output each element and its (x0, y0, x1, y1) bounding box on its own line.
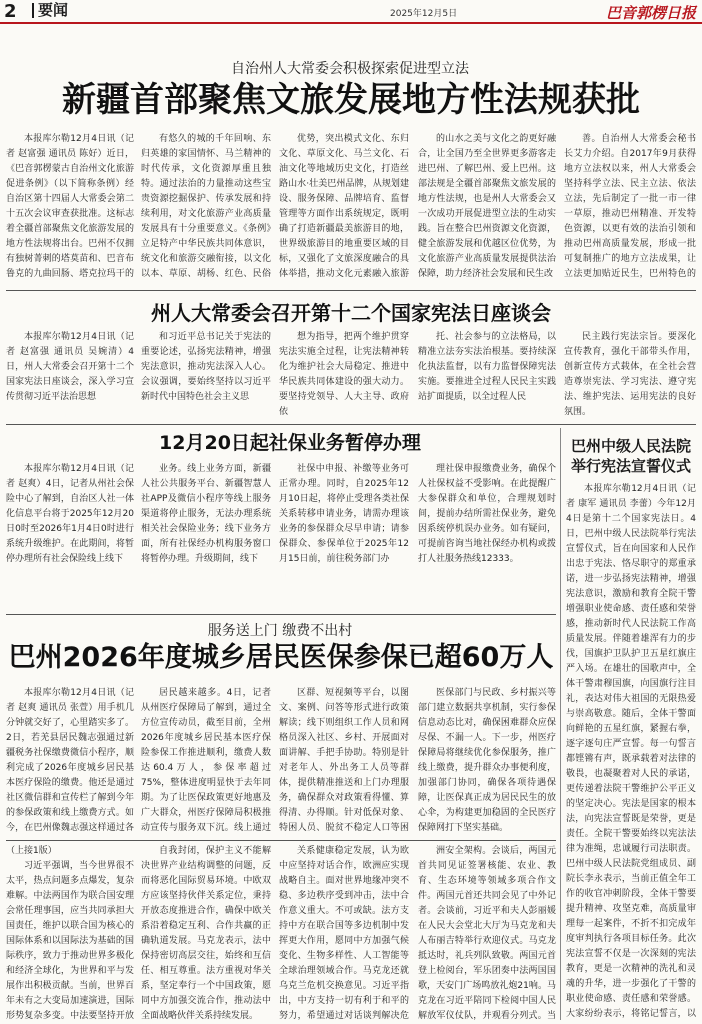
article1-kicker: 自治州人大常委会积极探索促进型立法 (231, 61, 469, 77)
article5-label: （上接1版） (6, 846, 57, 856)
article4-kicker: 服务送上门 缴费不出村 (207, 623, 353, 639)
divider (6, 290, 696, 291)
article4-column-3: 区群、短视频等平台，以图文、案例、问答等形式进行政策解读；线下则组织工作人员和网格员深入社区、乡村、开展面对面讲解、手把手协助。特别是针对老年人、外出务工人员等群体，提供精准推送和上门办理服务，确保群众对政策看得懂、算得清、办得顺。针对低保对象、特困人员、脱贫不稳定人口等困 (279, 688, 409, 833)
article3-column-1: 本报库尔勒12月4日讯（记者 赵爽）4日，记者从州社会保险中心了解到，自治区人社一体化信息平台将于2025年12月20日0时至2026年1月4日0时进行系统升级维护。在此期间，将暂停办理所有社会保险线上线下 (6, 464, 134, 564)
article3-column-2: 业务。线上业务方面，新疆人社公共服务平台、新疆智慧人社APP及微信小程序等线上服务渠道将停止服务，无法办理系统相关社会保险业务；线下业务方面，所有社保经办机构服务窗口将暂停办理。升级期间，线下 (141, 464, 271, 564)
sidebar-body: 本报库尔勒12月4日讯（记者 康军 通讯员 李蕾）今年12月4日是第十二个国家宪法日。4日，巴州中级人民法院举行宪法宣誓仪式，旨在向国家和人民作出忠于宪法、恪尽职守的郑重承诺，进一步弘扬宪法精神，增强宪法意识，激励和教育全院干警增强职业使命感、责任感和荣誉感，推动新时代人民法院工作高质量发展。伴随着雄浑有力的步伐，国旗护卫队护卫五星红旗庄严入场。在雄壮的国歌声中，全体干警肃穆国旗，向国旗行注目礼，表达对伟大祖国的无限热爱与崇高敬意。随后，全体干警面向鲜艳的五星红旗，紧握右拳，逐字逐句庄严宣誓。每一句誓言都铿锵有声，既承载着对法律的敬畏，也凝聚着对人民的承诺，更传递着法院干警维护公平正义的坚定决心。宪法是国家的根本法，向宪法宣誓既是荣誉，更是责任。全院干警要始终以宪法法律为准绳，忠诚履行司法职责。巴州中级人民法院党组成员、副院长李永表示，当前正值全年工作的收官冲刺阶段，全体干警要提升精神、攻坚克难，高质量审理每一起案件，不折不扣完成年度审判执行各项目标任务。此次宪法宣誓不仅是一次深刻的宪法教育，更是一次精神的洗礼和灵魂的升华，进一步强化了干警的职业使命感、责任感和荣誉感。大家纷纷表示，将铭记誓言，以 (566, 484, 696, 1019)
article5-column-1: （上接1版） 习近平强调，当今世界很不太平，热点问题多点爆发，复杂难解。中法两国作为联合国安理会常任理事国，应当共同承担大国责任，维护以联合国为核心的国际体系和以国际法为基础的国际秩序，致力于推动世界多极化和经济全球化，为世界和平与发展作出积极贡献。当前，世界百年未有之大变局加速演进，国际形势复杂多变。中法要坚持开放 (6, 846, 134, 1020)
article1-column-5: 善。自治州人大常委会秘书长艾力介绍。自2017年9月获得地方立法权以来，州人大常委会坚持科学立法、民主立法、依法立法，先后制定了一批一市一律一草原，推动巴州精准、开发特色资源，以更有效的法治引领和推动巴州高质量发展，形成一批可复制推广的地方立法成果，让立法更加贴近民生，巴州特色的 (564, 134, 696, 279)
sidebar-divider (560, 428, 561, 1020)
article3-column-4: 理社保申报缴费业务，确保个人社保权益不受影响。在此提醒广大参保群众和单位，合理规划时间，提前办结所需社保业务，避免因系统停机误办业务。如有疑问，可提前咨询当地社保经办机构或拨打人社服务热线12333。 (418, 464, 556, 564)
article2-column-3: 想为指导，把两个维护贯穿宪法实施全过程，让宪法精神转化为维护社会大局稳定、推进中华民族共同体建设的强大动力。要坚持党领导、人大主导、政府依 (279, 332, 409, 417)
article1-headline: 新疆首部聚焦文旅发展地方性法规获批 (62, 80, 640, 120)
article5-column-4: 洲安全架构。会谈后，两国元首共同见证签署核能、农业、教育、生态环境等领域多项合作文件。两国元首还共同会见了中外记者。会谈前，习近平和夫人彭丽媛在人民大会堂北大厅为马克龙和夫人布丽吉特举行欢迎仪式。马克龙抵达时，礼兵列队致敬。两国元首登上检阅台，军乐团奏中法两国国歌，天安门广场鸣放礼炮21响。马克龙在习近平陪同下检阅中国人民解放军仪仗队，并观看分列式。当 (418, 846, 556, 1020)
article1-column-1: 本报库尔勒12月4日讯（记者 赵富强 通讯员 陈好）近日，《巴音郭楞蒙古自治州文化旅游促进条例》（以下简称条例）经自治区第十四届人大常委会第二十五次会议审查获批准。这标志着全疆首部聚焦文化旅游发展的地方性法规将出台。巴州不仅拥有独树菁刺的塔莫苗和、巴音布鲁克的九曲回肠、塔克拉玛干的 (6, 134, 134, 279)
article1-column-4: 的山水之美与文化之韵更好融合，让全国乃至全世界更多游客走进巴州、了解巴州、爱上巴州。这部法规是全疆首部聚焦文旅发展的地方性法规，也是州人大常委会又一次成功开展促进型立法的生动实践。旨在整合巴州资源文化资源，健全旅游发展和优越区位优势，为文化旅游产业高质量发展提供法治保障，助力经济社会发展和民生改 (418, 134, 556, 279)
article2-column-4: 托、社会参与的立法格局，以精准立法夯实法治根基。要持续深化执法监督，以有力监督保障宪法实施。要推进全过程人民民主实践站扩面提质，以全过程人民 (418, 332, 556, 402)
article1-column-3: 优势，突出模式文化、东归文化、草原文化、马兰文化、石油文化等地域历史文化，打造丝路山水·壮美巴州品牌，从规划建设、服务保障、品牌培育、监督管理等方面作出系统规定，既明确了打造新疆最美旅游目的地，世界级旅游目的地重要区域的目标，又强化了文旅深度融合的具体举措，推动文化元素融入旅游 (279, 134, 409, 279)
article3-headline: 12月20日起社保业务暂停办理 (159, 432, 421, 454)
article3-column-3: 社保中申报、补缴等业务可正常办理。同时，自2025年12月10日起，将停止受理各类社保关系转移申请业务，请需办理该业务的参保群众尽早申请；请参保群众、参保单位于2025年12月15日前，前往税务部门办 (279, 464, 409, 564)
paper-logo: 巴音郭楞日报 (605, 4, 696, 22)
section-title: 要闻 (32, 3, 68, 18)
article2-headline: 州人大常委会召开第十二个国家宪法日座谈会 (151, 301, 551, 325)
divider (6, 614, 556, 615)
article4-column-2: 居民越来越多。4日，记者从州医疗保障局了解到，通过全方位宣传动员，截至目前，全州2026年度城乡居民基本医疗保险参保工作推进顺利，缴费人数达60.4万人，参保率超过75%，整体进度明显快于去年同期。为了让医保政策更好地惠及广大群众，州医疗保障局积极推动宣传与服务双下沉。线上通过 (141, 688, 271, 833)
page-number: 2 (4, 1, 17, 22)
article4-column-1: 本报库尔勒12月4日讯（记者 赵爽 通讯员 张萱）用手机几分钟就交好了，心里踏实多了。2日，若羌县居民魏志强通过新疆税务社保缴费微信小程序，顺利完成了2026年度城乡居民基本医疗保险的缴费。他还是通过社区微信群和宣传栏了解到今年的参保政策和线上缴费方式。如今，在巴州像魏志强这样通过各 (6, 688, 134, 833)
article2-column-2: 和习近平总书记关于宪法的重要论述，弘扬宪法精神，增强宪法意识，推动宪法深入人心。会议强调，要始终坚持以习近平新时代中国特色社会主义思 (141, 332, 271, 402)
sidebar-headline: 巴州中级人民法院举行宪法宣誓仪式 (570, 437, 691, 475)
article1-column-2: 有悠久的城的千年回响、东归英雄的家国情怀、马兰精神的时代传承，文化资源厚重且独特。通过法治的力量推动这些宝贵资源挖掘保护、传承发展和持续利用，对文化旅游产业高质量发展具有十分重要意义。《条例》立足特产中华民族共同体意识，统文化和旅游交融衔接，以文化以本、草原、胡杨、红色、民俗 (141, 134, 271, 279)
divider (6, 424, 696, 425)
article2-column-5: 民主践行宪法宗旨。要深化宣传教育，强化干部带头作用，创新宣传方式载体，在全社会营造尊崇宪法、学习宪法、遵守宪法、维护宪法、运用宪法的良好氛围。 (564, 332, 696, 417)
divider (6, 840, 556, 841)
article4-headline: 巴州2026年度城乡居民医保参保已超60万人 (8, 642, 554, 673)
article5-column-2: 自我封闭，保护主义不能解决世界产业结构调整的问题，反而将恶化国际贸易环境。中欧双方应该坚持伙伴关系定位，秉持开放态度推进合作，确保中欧关系沿着稳定互利、合作共赢的正确轨道发展。马克龙表示，法中保持密切高层交往，始终和互信任、相互尊重。法方重视对华关系，坚定奉行一个中国政策，愿同中方加强交流合作，推动法中全面战略伙伴关系持续发展。 (141, 846, 271, 1020)
article2-column-1: 本报库尔勒12月4日讯（记者 赵富强 通讯员 吴婉清）4日，州人大常委会召开第十二个国家宪法日座谈会，深入学习宣传贯彻习近平法治思想 (6, 332, 134, 402)
article5-column-3: 关系健康稳定发展，认为欧中应坚持对话合作，欧洲应实现战略自主。面对世界地缘冲突不稳、多边秩序受到冲击，法中合作意义重大。不可或缺。法方支持中方在联合国等多边机制中发挥更大作用，愿同中方加强气候变化、生物多样性、人工智能等全球治理领域合作。马克龙还就乌克兰危机交换意见。习近平指出，中方支持一切有利于和平的努力，希望通过对话谈判解决危 (279, 846, 409, 1020)
issue-date: 2025年12月5日 (390, 9, 458, 19)
article4-column-4: 医保部门与民政、乡村振兴等部门建立数据共享机制，实行参保信息动态比对，确保困难群众应保尽保、不漏一人。下一步，州医疗保障局将继续优化参保服务，推广线上缴费，提升群众办事便利度，加强部门协同，确保各项待遇保障，让医保真正成为居民民生的放心伞，为构建更加稳固的全民医疗保障网打下坚实基础。 (418, 688, 556, 833)
masthead (0, 0, 702, 24)
